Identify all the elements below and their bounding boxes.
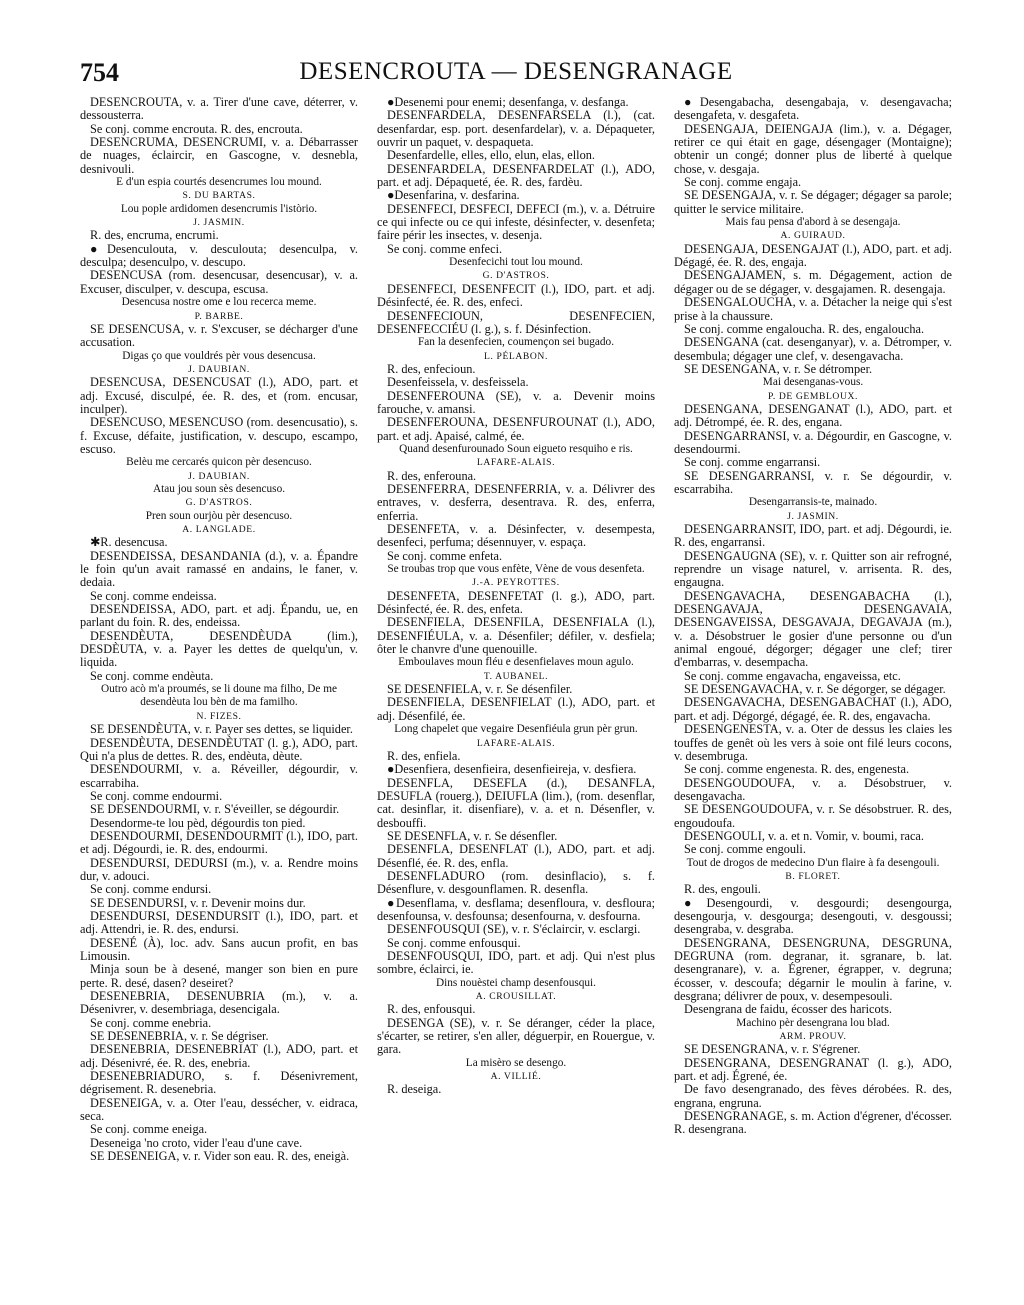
dictionary-entry: R. des, encruma, encrumi. (90, 228, 219, 243)
quotation-author: A. CROUSILLAT. (475, 991, 557, 1003)
dictionary-entry: DESENGAJA, DEIENGAJA (lim.), v. a. Dégager, retirer ce qui était en gage, désengager (Montaigne); obtenir un congé; donner plus de liberté à quelque chose, v. desgaja. (674, 121, 952, 176)
quotation-author: P. BARBE. (194, 310, 244, 322)
dictionary-entry: ●Desenflama, v. desflama; desenfloura, v. desfloura; desenfounsa, v. desfounsa; desenfourna, v. desfourna. (377, 895, 655, 923)
dictionary-entry: Desengrana de faidu, écosser des haricots. (684, 1002, 892, 1017)
dictionary-entry: ●Desenfiera, desenfieira, desenfieireja, v. desfiera. (387, 762, 637, 777)
dictionary-entry: R. des, engouli. (684, 882, 761, 897)
dictionary-entry: DESENGANA (cat. desenganyar), v. a. Détromper, v. desembula; dégager une clef, v. desengavacha. (674, 335, 952, 363)
page-number: 754 (80, 58, 119, 87)
dictionary-entry: DESENDOURMI, DESENDOURMIT (l.), IDO, part. et adj. Dégourdi, ie. R. des, endourmi. (80, 828, 358, 857)
dictionary-entry: DESENFLADURO (rom. desinflacio), s. f. Désenflure, v. desgounflamen. R. desenfla. (377, 868, 655, 897)
dictionary-entry: DESENFECI, DESFECI, DEFECI (m.), v. a. Détruire ce qui infecte ou ce qui infeste, désinfecter, v. desenfeta; faire périr les insectes, v. desenja. (377, 201, 655, 243)
dictionary-entry: DESENÉ (À), loc. adv. Sans aucun profit, en bas Limousin. (80, 935, 358, 963)
dictionary-entry: Desendorme-te lou pèd, dégourdis ton pied. (90, 815, 306, 830)
dictionary-entry: DESENGRANA, DESENGRANAT (l. g.), ADO, part. et adj. Égrené, ée. (674, 1055, 952, 1084)
dictionary-entry: DESENFEROUNA (SE), v. a. Devenir moins farouche, v. amansi. (377, 388, 655, 416)
quotation-author: T. AUBANEL. (483, 670, 549, 682)
dictionary-entry: SE DESENEIGA, v. r. Vider son eau. R. des, eneigà. (90, 1149, 350, 1164)
dictionary-entry: R. des, enferouna. (387, 468, 477, 483)
dictionary-entry: ●Desenculouta, v. desculouta; desenculpa, v. desculpa; desenculpo, v. descupo. (80, 241, 358, 270)
dictionary-entry: Se conj. comme endursi. (90, 882, 212, 897)
quotation: Desenfecichi tout lou mound. (449, 256, 583, 269)
dictionary-entry: R. des, enfousqui. (387, 1002, 476, 1017)
quotation-author: ARM. PROUV. (779, 1031, 847, 1043)
dictionary-entry: DESENEBRIADURO, s. f. Désenivrement, dégrisement. R. desenebria. (80, 1069, 358, 1097)
dictionary-entry: SE DESENGAVACHA, v. r. Se dégorger, se dégager. (684, 682, 946, 697)
quotation-author: LAFARE-ALAIS. (476, 457, 556, 469)
dictionary-entry: R. deseiga. (387, 1082, 442, 1097)
quotation: Lou pople ardidomen desencrumis l'istòrio. (120, 202, 318, 215)
dictionary-entry: ✱R. desencusa. (90, 535, 168, 550)
dictionary-entry: DESENGARRANSI, v. a. Dégourdir, en Gascogne, v. desendourmi. (674, 428, 952, 456)
dictionary-entry: DESENGRANA, DESENGRUNA, DESGRUNA, DEGRUNA (rom. degranar, it. sgranare, b. lat. desengranare), v. a. Égrener, égrapper, v. degruna; écosser, v. descoufa; dégarnir le moulin à farine, v. desgrana; délivrer de poux, v. desempesouli. (674, 935, 952, 1004)
quotation: Se troubas trop que vous enfète, Vène de vous desenfeta. (387, 563, 645, 576)
dictionary-entry: DESENDÈUTA, DESENDÈUTAT (l. g.), ADO, part. Qui n'a plus de dettes. R. des, endèuta, dèute. (80, 735, 358, 763)
quotation: Tout de drogos de medecino D'un flaire à fa desengouli. (686, 856, 940, 869)
column-3 (674, 96, 952, 1296)
dictionary-entry: R. des, enfiela. (387, 748, 461, 763)
dictionary-entry: DESENGAVACHA, DESENGABACHA (l.), DESENGAVAJA, DESENGAVAIA, DESENGAVEISSA, DESGAVAJA, DEGAVAJA (m.), v. a. Désobstruer le gosier d'une personne ou d'un animal engoué, dégorger; dégager une clef; tirer d'embarras, v. desempacha. (674, 588, 952, 670)
quotation: Outro acò m'a proumés, se li doune ma filho, De me desendèuta lou bèn de ma familho. (100, 683, 338, 709)
dictionary-entry: Se conj. comme engavacha, engaveissa, etc. (684, 668, 901, 683)
dictionary-entry: Se conj. comme endourmi. (90, 788, 223, 803)
quotation-author: J. JASMIN. (787, 510, 839, 522)
dictionary-entry: SE DESENGOUDOUFA, v. r. Se désobstruer. R. des, engoudoufa. (674, 802, 952, 830)
dictionary-entry: DESENCUSA (rom. desencusar, desencusar), v. a. Excuser, disculper, v. descupa, escusa. (80, 268, 358, 296)
quotation-author: L. PÉLABON. (484, 350, 548, 362)
dictionary-entry: DESENCRUMA, DESENCRUMI, v. a. Débarrasser de nuages, éclaircir, en Gascogne, v. desnebla, desnivouli. (80, 135, 358, 176)
page-header (80, 58, 952, 92)
quotation: Machino pèr desengrana lou blad. (736, 1016, 890, 1029)
dictionary-entry: SE DESENEBRIA, v. r. Se dégriser. (90, 1029, 269, 1044)
dictionary-entry: SE DESENGRANA, v. r. S'égrener. (684, 1042, 861, 1057)
quotation: Emboulaves moun fléu e desenfielaves moun agulo. (398, 656, 634, 669)
quotation-author: G. D'ASTROS. (185, 497, 253, 509)
dictionary-entry: Se conj. comme encrouta. R. des, encrouta. (90, 121, 303, 136)
dictionary-entry: Se conj. comme engaloucha. R. des, engaloucha. (684, 321, 925, 336)
dictionary-entry: Se conj. comme endèuta. (90, 668, 214, 683)
quotation-author: N. FIZES. (196, 710, 242, 722)
dictionary-entry: DESENGOUDOUFA, v. a. Désobstruer, v. desengavacha. (674, 775, 952, 803)
dictionary-entry: SE DESENFIELA, v. r. Se désenfiler. (387, 682, 573, 697)
dictionary-entry: DESENDOURMI, v. a. Réveiller, dégourdir, v. escarrabiha. (80, 762, 358, 790)
dictionary-entry: DESENEIGA, v. a. Oter l'eau, dessécher, v. eidraca, seca. (80, 1095, 358, 1124)
dictionary-entry: DESENCUSA, DESENCUSAT (l.), ADO, part. et adj. Excusé, disculpé, ée. R. des, et (rom. encusar, inculper). (80, 375, 358, 416)
dictionary-entry: DESENCROUTA, v. a. Tirer d'une cave, déterrer, v. dessousterra. (80, 96, 358, 123)
dictionary-entry: DESENFLA, DESEFLA (d.), DESANFLA, DESUFLA (rouerg.), DEIUFLA (lim.), (rom. desenflar, cat. desinflar, it. disenfiare), v. a. et n. Désenfler, v. desbouffi. (377, 775, 655, 830)
quotation-author: B. FLORET. (785, 870, 841, 882)
quotation-author: A. LANGLADE. (182, 524, 256, 535)
quotation-author: J. DAUBIAN. (188, 363, 250, 375)
quotation: Quand desenfurounado Soun eigueto resquiho e ris. (399, 442, 633, 455)
quotation-author: J.-A. PEYROTTES. (472, 577, 560, 589)
dictionary-entry: SE DESENFLA, v. r. Se désenfler. (387, 828, 558, 843)
quotation-author: J. DAUBIAN. (188, 470, 250, 482)
quotation: Dins nouèstei champ desenfousqui. (435, 976, 596, 989)
dictionary-entry: DESENFLA, DESENFLAT (l.), ADO, part. et adj. Désenflé, ée. R. des, enfla. (377, 842, 655, 870)
quotation-author: LAFARE-ALAIS. (476, 737, 556, 749)
dictionary-entry: DESENFIELA, DESENFIELAT (l.), ADO, part. et adj. Désenfilé, ée. (377, 695, 655, 723)
dictionary-entry: Deseneiga 'no croto, vider l'eau d'une cave. (90, 1135, 303, 1150)
dictionary-entry: DESENCUSO, MESENCUSO (rom. desencusatio), s. f. Excuse, défaite, justification, v. descupo, escampo, escuso. (80, 415, 358, 456)
quotation-author: G. D'ASTROS. (482, 270, 550, 282)
dictionary-entry: SE DESENGAJA, v. r. Se dégager; dégager sa parole; quitter le service militaire. (674, 188, 952, 216)
quotation: La misèro se desengo. (465, 1056, 567, 1069)
dictionary-entry: DESENFOUSQUI (SE), v. r. S'éclaircir, v. esclargi. (387, 922, 641, 937)
dictionary-entry: Se conj. comme eneiga. (90, 1122, 208, 1137)
dictionary-entry: DESENGOULI, v. a. et n. Vomir, v. boumi, raca. (684, 828, 924, 843)
dictionary-entry: SE DESENDÈUTA, v. r. Payer ses dettes, se liquider. (90, 722, 353, 737)
dictionary-entry: ●Desenemi pour enemi; desenfanga, v. desfanga. (387, 96, 629, 109)
dictionary-entry: DESENDURSI, DESENDURSIT (l.), IDO, part. et adj. Attendri, ie. R. des, endursi. (80, 908, 358, 937)
column-2 (377, 96, 655, 1296)
dictionary-entry: DESENGAUGNA (SE), v. r. Quitter son air refrogné, reprendre un visage naturel, v. arrisenta. R. des, engaugna. (674, 548, 952, 590)
dictionary-entry: DESENGA (SE), v. r. Se déranger, céder la place, s'écarter, se retirer, s'en aller, déguerpir, en Rouergue, v. gara. (377, 1015, 655, 1057)
dictionary-entry: Se conj. comme enfousqui. (387, 935, 521, 950)
dictionary-entry: DESENGAJA, DESENGAJAT (l.), ADO, part. et adj. Dégagé, ée. R. des, engaja. (674, 241, 952, 270)
quotation-author: A. VILLIÉ. (490, 1071, 542, 1083)
dictionary-entry: Se conj. comme enfeta. (387, 548, 503, 563)
dictionary-entry: DESENFECIOUN, DESENFECIEN, DESENFECCIÉU (l. g.), s. f. Désinfection. (377, 308, 655, 336)
dictionary-entry: DESENFARDELA, DESENFARSELA (l.), (cat. desenfardar, esp. port. desenfardelar), v. a. Dépaqueter, ouvrir un paquet, v. despaqueta. (377, 108, 655, 150)
dictionary-entry: Se conj. comme engenesta. R. des, engenesta. (684, 762, 910, 777)
dictionary-entry: Se conj. comme engarransi. (684, 455, 821, 470)
dictionary-entry: DESENFOUSQUI, IDO, part. et adj. Qui n'est plus sombre, éclairci, ie. (377, 949, 655, 977)
dictionary-entry: Minja soun be à desené, manger son bien en pure perte. R. desé, dasen? deseiret? (80, 962, 358, 990)
dictionary-entry: DESENFETA, DESENFETAT (l. g.), ADO, part. Désinfecté, ée. R. des, enfeta. (377, 588, 655, 617)
dictionary-entry: DESENGRANAGE, s. m. Action d'égrener, d'écosser. R. desengrana. (674, 1109, 952, 1137)
quotation: Long chapelet que vegaire Desenfiéula grun pèr grun. (394, 723, 638, 736)
dictionary-entry: DESENGALOUCHA, v. a. Détacher la neige qui s'est prise à la chaussure. (674, 295, 952, 323)
dictionary-entry: DESENFECI, DESENFECIT (l.), IDO, part. et adj. Désinfecté, ée. R. des, enfeci. (377, 281, 655, 310)
running-title: DESENCROUTA — DESENGRANAGE (299, 58, 733, 85)
dictionary-entry: Se conj. comme enfeci. (387, 241, 503, 256)
dictionary-entry: SE DESENDOURMI, v. r. S'éveiller, se dégourdir. (90, 802, 340, 817)
dictionary-entry: DESENDEISSA, DESANDANIA (d.), v. a. Épandre le foin qu'un avait ramassé en andains, le faner, v. dedaia. (80, 548, 358, 590)
quotation: Mais fau pensa d'abord à se desengaja. (725, 216, 901, 229)
dictionary-entry: DESENDEISSA, ADO, part. et adj. Épandu, ue, en parlant du foin. R. des, endeissa. (80, 602, 358, 630)
dictionary-entry: SE DESENGARRANSI, v. r. Se dégourdir, v. escarrabiha. (674, 468, 952, 496)
dictionary-entry: De favo desengranado, des fèves dérobées. R. des, engrana, engruna. (674, 1082, 952, 1110)
dictionary-entry: DESENGARRANSIT, IDO, part. et adj. Dégourdi, ie. R. des, engarransi. (674, 522, 952, 550)
dictionary-entry: DESENGENESTA, v. a. Oter de dessus les claies les touffes de genêt où les vers à soie ont filé leurs cocons, v. desembruga. (674, 722, 952, 763)
dictionary-entry: Se conj. comme endeissa. (90, 588, 217, 603)
dictionary-entry: DESENFARDELA, DESENFARDELAT (l.), ADO, part. et adj. Dépaqueté, ée. R. des, fardèu. (377, 161, 655, 190)
quotation-author: J. JASMIN. (193, 217, 245, 229)
quotation: Atau jou soun sès desencuso. (152, 482, 286, 495)
dictionary-entry: ●Desengabacha, desengabaja, v. desengavacha; desengafeta, v. desgafeta. (674, 96, 952, 123)
quotation: E d'un espia courtés desencrumes lou mound. (116, 176, 322, 189)
dictionary-entry: DESENGANA, DESENGANAT (l.), ADO, part. et adj. Détrompé, ée. R. des, engana. (674, 401, 952, 430)
dictionary-entry: ●Desengourdi, v. desgourdi; desengourga, desengourja, v. desgourga; desengouti, v. desgoussi; desengraba, v. desgraba. (674, 895, 952, 937)
dictionary-entry: DESENDÈUTA, DESENDÈUDA (lim.), DESDÈUTA, v. a. Payer les dettes de quelqu'un, v. liquida. (80, 628, 358, 670)
quotation: Pren soun ourjòu pèr desencuso. (145, 509, 293, 522)
dictionary-entry: SE DESENDURSI, v. r. Devenir moins dur. (90, 895, 306, 910)
quotation-author: S. DU BARTAS. (182, 190, 256, 202)
quotation: Desengarransis-te, mainado. (748, 496, 878, 509)
dictionary-entry: ●Desenfarina, v. desfarina. (387, 188, 520, 203)
dictionary-entry: DESENDURSI, DEDURSI (m.), v. a. Rendre moins dur, v. adouci. (80, 855, 358, 883)
quotation: Mai desenganas-vous. (762, 376, 864, 389)
dictionary-entry: DESENFIELA, DESENFILA, DESENFIALA (l.), DESENFIÉULA, v. a. Désenfiler; défiler, v. desfiela; ôter le chanvre d'une quenouille. (377, 615, 655, 657)
dictionary-entry: DESENFERRA, DESENFERRIA, v. a. Délivrer des entraves, v. desferra, desentrava. R. des, enferra, enferria. (377, 481, 655, 523)
dictionary-entry: Se conj. comme engouli. (684, 842, 806, 857)
dictionary-entry: Se conj. comme engaja. (684, 175, 802, 190)
dictionary-entry: DESENEBRIA, DESENEBRIAT (l.), ADO, part. et adj. Désenivré, ée. R. des, enebria. (80, 1042, 358, 1070)
quotation-author: A. GUIRAUD. (780, 230, 846, 242)
quotation: Digas ço que vouldrés pèr vous desencusa. (122, 349, 316, 362)
quotation: Desencusa nostre ome e lou recerca meme. (121, 296, 317, 309)
dictionary-entry: SE DESENGANA, v. r. Se détromper. (684, 361, 873, 376)
dictionary-entry: R. des, enfecioun. (387, 361, 476, 376)
dictionary-entry: DESENFEROUNA, DESENFUROUNAT (l.), ADO, part. et adj. Apaisé, calmé, ée. (377, 415, 655, 443)
dictionary-columns (80, 96, 952, 1296)
dictionary-entry: DESENGAVACHA, DESENGABACHAT (l.), ADO, part. et adj. Dégorgé, dégagé, ée. R. des, engavacha. (674, 695, 952, 723)
column-1 (80, 96, 358, 1296)
dictionary-entry: SE DESENCUSA, v. r. S'excuser, se décharger d'une accusation. (80, 321, 358, 350)
quotation: Belèu me cercarés quicon pèr desencuso. (126, 456, 312, 469)
dictionary-entry: Desenfeissela, v. desfeissela. (387, 375, 529, 390)
dictionary-entry: Se conj. comme enebria. (90, 1015, 212, 1030)
quotation: Fan la desenfecien, coumençon sei bugado. (417, 336, 615, 349)
dictionary-entry: DESENGAJAMEN, s. m. Dégagement, action de dégager ou de se dégager, v. desgajamen. R. desengaja. (674, 268, 952, 296)
dictionary-entry: Desenfardelle, elles, ello, elun, elas, ellon. (387, 148, 595, 163)
dictionary-entry: DESENFETA, v. a. Désinfecter, v. desempesta, desenfeci, perfuma; désennuyer, v. espaça. (377, 522, 655, 550)
quotation-author: P. DE GEMBLOUX. (767, 390, 859, 402)
dictionary-entry: DESENEBRIA, DESENUBRIA (m.), v. a. Désenivrer, v. desembriaga, desencigala. (80, 989, 358, 1017)
